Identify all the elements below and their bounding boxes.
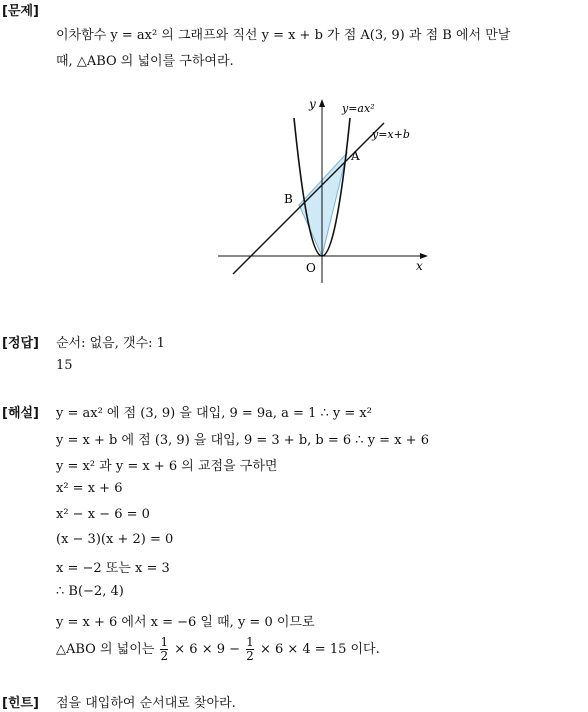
line-y-x-b bbox=[233, 123, 384, 274]
area-suffix: × 6 × 4 = 15 이다. bbox=[259, 642, 380, 657]
solution-line-4: x² = x + 6 bbox=[56, 481, 123, 496]
solution-line-8: ∴ B(−2, 4) bbox=[56, 584, 124, 599]
solution-line-9: y = x + 6 에서 x = −6 일 때, y = 0 이므로 bbox=[56, 615, 315, 630]
frac1-num: 1 bbox=[160, 635, 169, 649]
origin-label: O bbox=[306, 261, 316, 275]
frac1-den: 2 bbox=[160, 649, 169, 663]
problem-tag: [문제] bbox=[2, 4, 39, 19]
solution-area-line bbox=[56, 636, 380, 663]
area-mid: × 6 × 9 − bbox=[174, 642, 241, 657]
line-label: y=x+b bbox=[372, 128, 410, 141]
solution-line-6: (x − 3)(x + 2) = 0 bbox=[56, 532, 174, 547]
parabola-line-graph bbox=[205, 88, 440, 288]
problem-line-1: 이차함수 y = ax² 의 그래프와 직선 y = x + b 가 점 A(3, 9) 과 점 B 에서 만날 bbox=[56, 28, 511, 43]
fraction-one-half-b bbox=[246, 636, 254, 663]
y-axis-label: y bbox=[309, 97, 316, 111]
problem-line-2: 때, △ABO 의 넓이를 구하여라. bbox=[56, 54, 234, 69]
y-axis-arrow bbox=[319, 99, 325, 107]
point-a-label: A bbox=[351, 149, 360, 163]
area-prefix: △ABO 의 넓이는 bbox=[56, 642, 155, 657]
hint-text: 점을 대입하여 순서대로 찾아라. bbox=[56, 696, 236, 711]
hint-tag: [힌트] bbox=[2, 696, 39, 711]
x-axis-label: x bbox=[416, 259, 423, 273]
solution-line-2: y = x + b 에 점 (3, 9) 을 대입, 9 = 3 + b, b = 6 ∴ y = x + 6 bbox=[56, 433, 429, 448]
solution-line-7: x = −2 또는 x = 3 bbox=[56, 561, 170, 576]
answer-value: 15 bbox=[56, 358, 73, 373]
frac2-den: 2 bbox=[246, 649, 254, 663]
frac2-num: 1 bbox=[246, 635, 254, 649]
answer-line-1: 순서: 없음, 갯수: 1 bbox=[56, 336, 165, 351]
answer-tag: [정답] bbox=[2, 336, 39, 351]
solution-tag: [해설] bbox=[2, 406, 39, 421]
solution-line-3: y = x² 과 y = x + 6 의 교점을 구하면 bbox=[56, 459, 278, 474]
solution-line-5: x² − x − 6 = 0 bbox=[56, 507, 150, 522]
point-b-label: B bbox=[284, 192, 293, 206]
parabola-label: y=ax² bbox=[342, 102, 375, 115]
fraction-one-half-a bbox=[160, 636, 168, 663]
solution-line-1: y = ax² 에 점 (3, 9) 을 대입, 9 = 9a, a = 1 ∴ y = x² bbox=[56, 406, 372, 421]
